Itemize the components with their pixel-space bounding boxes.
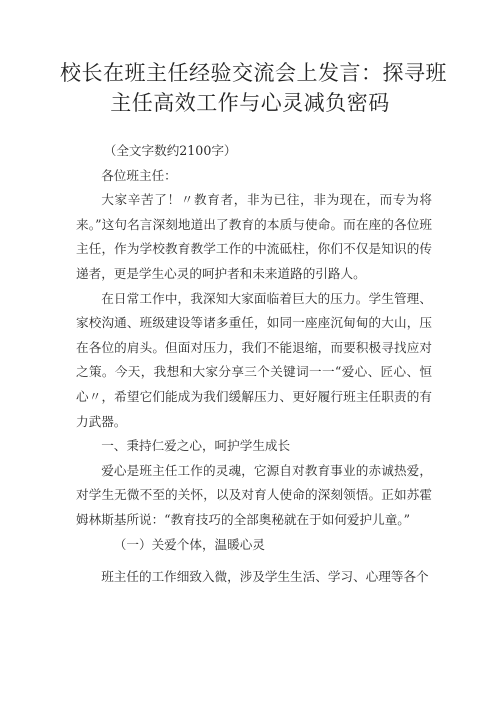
document-title [60,58,447,118]
section-heading-1: 一、秉持仁爱之心，呵护学生成长 [101,438,291,454]
paragraph-3: 爱心是班主任工作的灵魂，它源自对教育事业的赤诚热爱，对学生无微不至的关怀，以及对育人使命的深刻领悟。正如苏霍姆林斯基所说：“教育技巧的全部奥秘就在于如何爱护儿童。” [76,462,432,527]
paragraph-4: 班主任的工作细致入微，涉及学生生活、学习、心理等各个 [101,569,429,585]
title-line-2: 主任高效工作与心灵减负密码 [110,91,390,115]
paragraph-1: 大家辛苦了！〃教育者，非为已往，非为现在，而专为将来。”这句名言深刻地道出了教育的本质与使命。而在座的各位班主任，作为学校教育教学工作的中流砥柱，你们不仅是知识的传递者，更是学生心灵的呵护者和未来道路的引路人。 [76,192,432,281]
document-body [76,139,432,590]
greeting: 各位班主任： [101,167,177,183]
word-count: （全文字数约2100字） [103,143,237,158]
paragraph-2: 在日常工作中，我深知大家面临着巨大的压力。学生管理、家校沟通、班级建设等诸多重任，如同一座座沉甸甸的大山，压在各位的肩头。但面对压力，我们不能退缩，而要积极寻找应对之策。今天，我想和大家分享三个关键词一一“爱心、匠心、恒心〃，希望它们能成为我们缓解压力、更好履行班主任职责的有力武器。 [76,290,432,429]
subsection-heading-1: （一）关爱个体，温暖心灵 [113,536,265,552]
title-line-1: 校长在班主任经验交流会上发言：探寻班 [60,61,447,85]
